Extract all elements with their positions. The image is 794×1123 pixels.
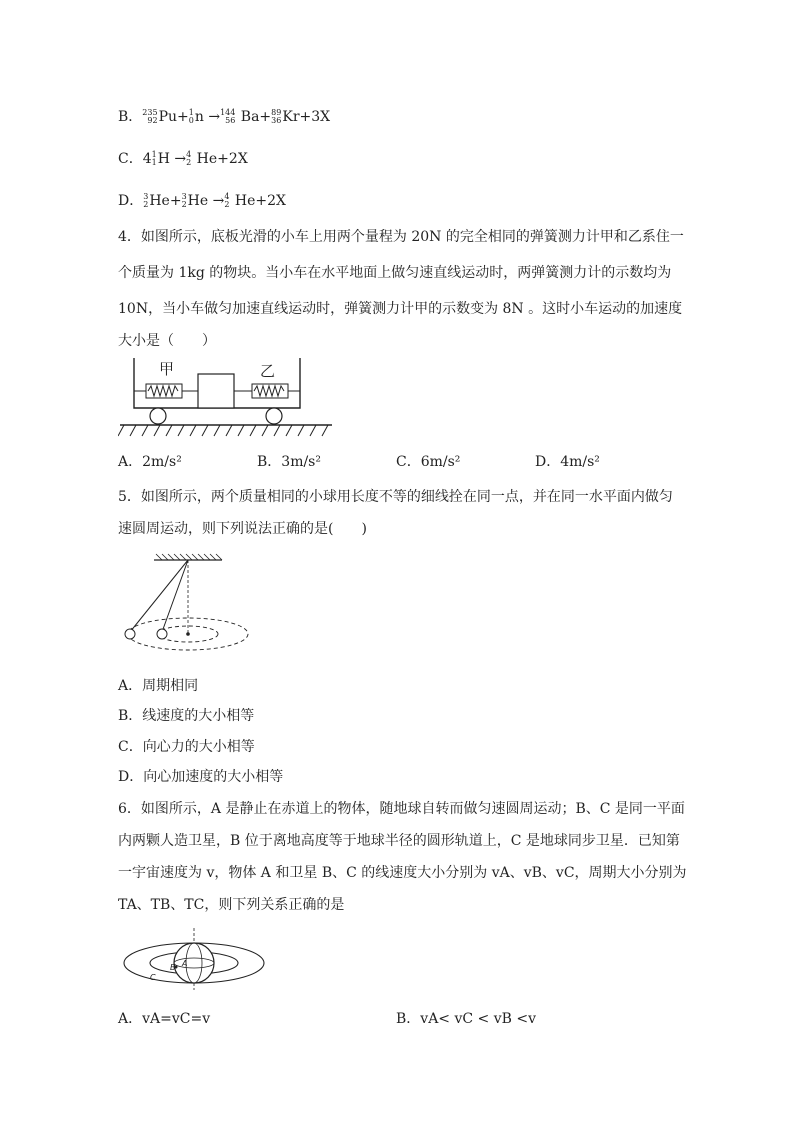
pu-isotope: 235 92 (142, 108, 158, 125)
point-label-a: A (182, 959, 188, 968)
q4-option-b[interactable]: B．3m/s² (257, 454, 321, 470)
he3a-isotope: 3 2 (143, 192, 149, 209)
kr-isotope: 89 36 (271, 108, 282, 125)
he-symbol: He+2X (192, 151, 248, 167)
arrow-icon: → (212, 193, 225, 209)
q4-option-c[interactable]: C．6m/s² (396, 454, 461, 470)
q6-option-b[interactable]: B．vA< vC < vB <v (396, 1011, 537, 1027)
spring-label-right: 乙 (260, 362, 276, 380)
q5-option-c[interactable]: C．向心力的大小相等 (118, 739, 255, 755)
arrow-icon: → (174, 151, 187, 167)
option-label: C． (118, 151, 143, 167)
q3-option-d[interactable] (118, 192, 286, 210)
h-symbol: H (157, 151, 170, 167)
q6-option-a[interactable]: A．vA=vC=v (118, 1011, 211, 1027)
he-isotope: 4 2 (186, 150, 192, 167)
q6-text-line-1: 6．如图所示，A 是静止在赤道上的物体，随地球自转而做匀速圆周运动；B、C 是同一平面 (118, 801, 685, 817)
n-symbol: n (194, 109, 204, 125)
q4-option-d[interactable]: D．4m/s² (535, 454, 600, 470)
q5-text-line-1: 5．如图所示，两个质量相同的小球用长度不等的细线拴在同一点，并在同一水平面内做匀 (118, 489, 673, 505)
he3b-isotope: 3 2 (181, 192, 187, 209)
ba-isotope: 144 56 (220, 108, 236, 125)
q6-text-line-4: TA、TB、TC，则下列关系正确的是 (118, 897, 345, 913)
q5-conical-pendulum-figure (118, 550, 254, 662)
q5-option-a[interactable]: A．周期相同 (118, 678, 199, 694)
q5-text-line-2: 速圆周运动，则下列说法正确的是( ) (118, 521, 367, 537)
arrow-icon: → (208, 109, 221, 125)
q4-text-line-3: 10N，当小车做匀加速直线运动时，弹簧测力计甲的示数变为 8N 。这时小车运动的加速度 (118, 301, 683, 317)
q3-option-b[interactable] (118, 108, 330, 126)
he3a-symbol: He+ (149, 193, 182, 209)
ba-symbol: Ba+ (236, 109, 272, 125)
h-isotope: 1 1 (151, 150, 157, 167)
kr-symbol: Kr+3X (282, 109, 331, 125)
q6-text-line-3: 一宇宙速度为 v，物体 A 和卫星 B、C 的线速度大小分别为 vA、vB、vC，周期大小分别为 (118, 865, 687, 881)
point-label-c: C (150, 973, 156, 982)
q4-cart-figure (118, 352, 336, 442)
he4-isotope: 4 2 (224, 192, 230, 209)
he4-symbol: He+2X (230, 193, 286, 209)
h-coef: 4 (142, 151, 152, 167)
q4-text-line-4: 大小是（ ） (118, 333, 216, 349)
q4-text-line-1: 4．如图所示，底板光滑的小车上用两个量程为 20N 的完全相同的弹簧测力计甲和乙系住一 (118, 229, 684, 245)
pu-symbol: Pu+ (158, 109, 189, 125)
q6-text-line-2: 内两颗人造卫星，B 位于离地高度等于地球半径的圆形轨道上，C 是地球同步卫星．已知第 (118, 833, 680, 849)
q5-option-d[interactable]: D．向心加速度的大小相等 (118, 769, 284, 785)
q4-text-line-2: 个质量为 1kg 的物块。当小车在水平地面上做匀速直线运动时，两弹簧测力计的示数均为 (118, 265, 672, 281)
point-label-b: B (170, 963, 176, 972)
spring-label-left: 甲 (159, 360, 175, 378)
q4-option-a[interactable]: A．2m/s² (118, 454, 182, 470)
q3-option-c[interactable] (118, 150, 248, 168)
q5-option-b[interactable]: B．线速度的大小相等 (118, 708, 255, 724)
n-isotope: 1 0 (188, 108, 194, 125)
option-label: B． (118, 109, 143, 125)
q6-earth-orbits-figure (118, 926, 270, 992)
option-label: D． (118, 193, 144, 209)
he3b-symbol: He (187, 193, 209, 209)
